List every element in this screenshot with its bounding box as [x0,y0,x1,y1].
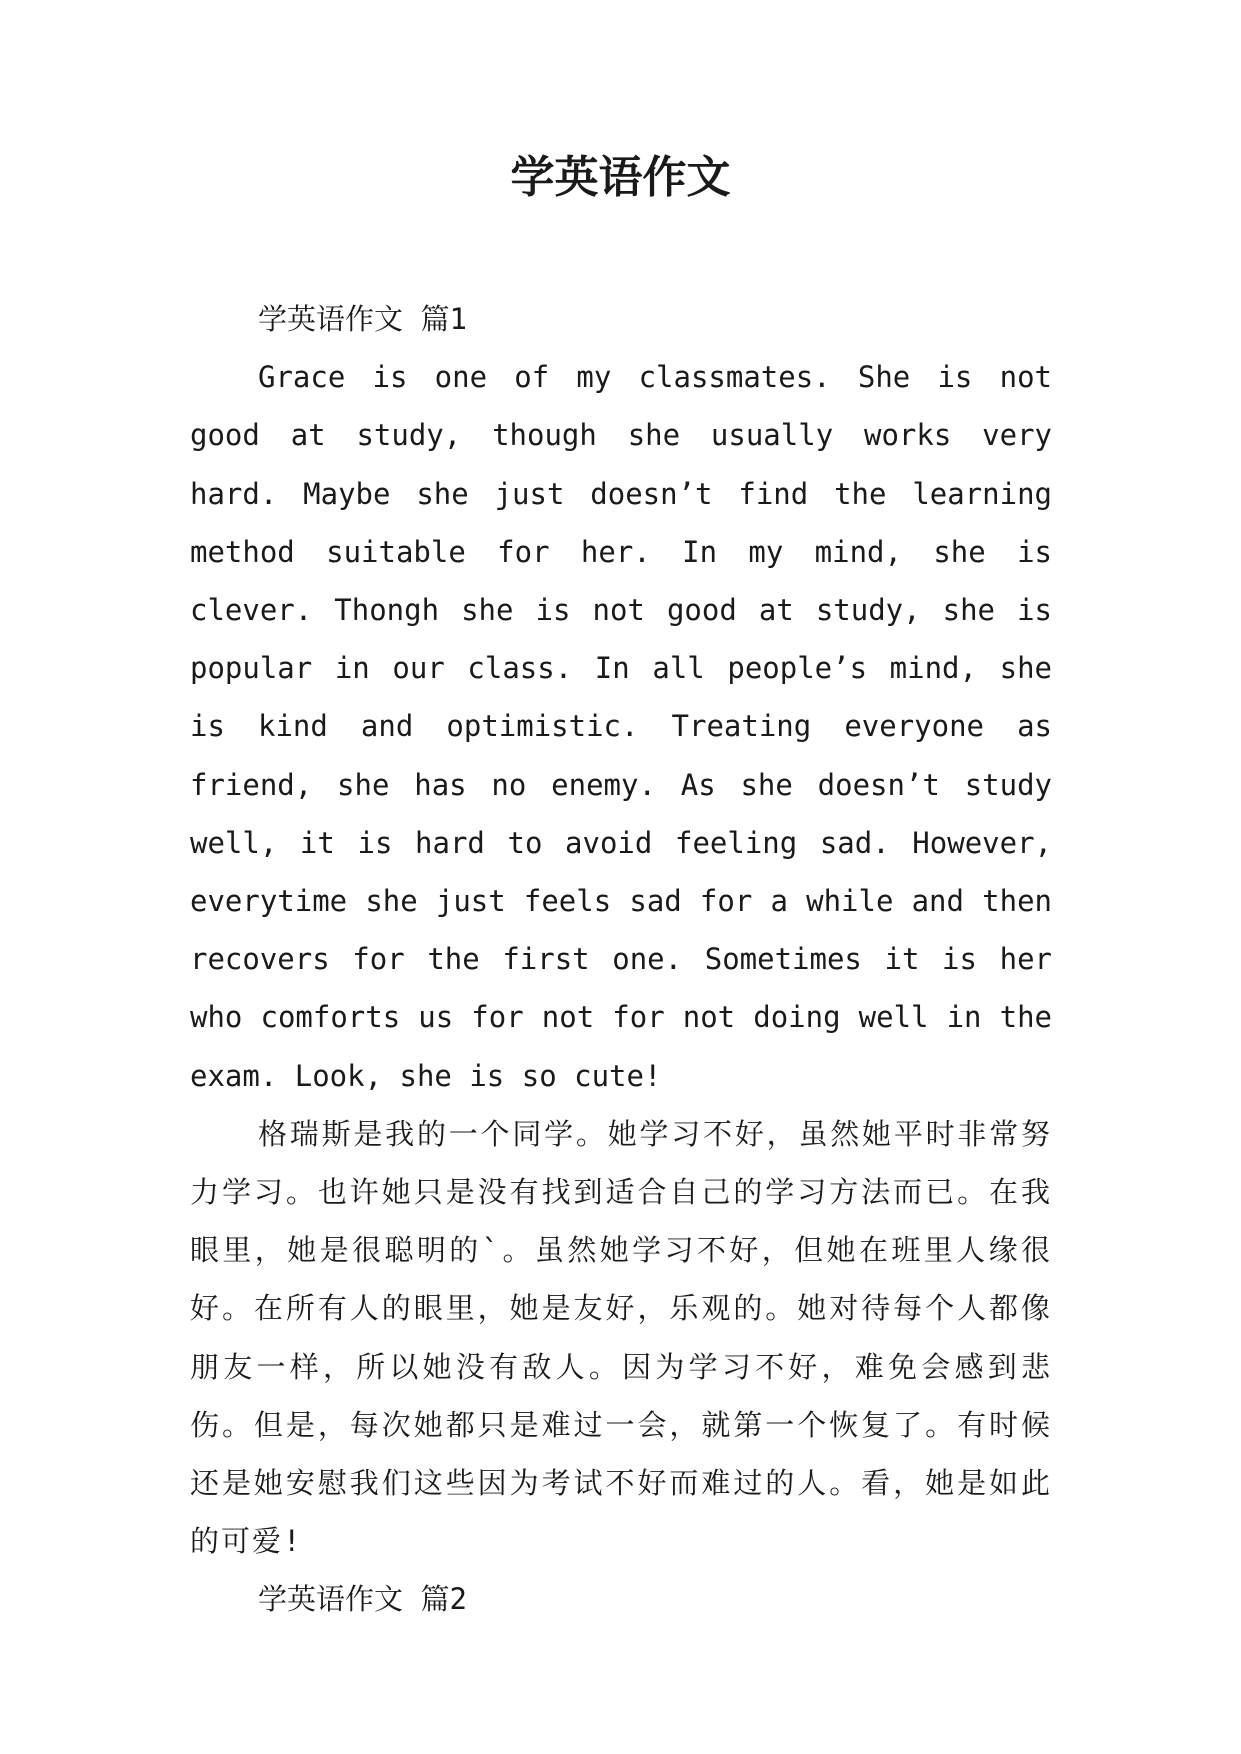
section-heading-1: 学英语作文 篇1 [258,302,467,336]
english-paragraph: Grace is one of my classmates. She is not good at study, though she usually works very hard. Maybe she just doesn’t find the learning method suitable for her. In my mind, she is clever. Thongh she is not good at study, she is popular in our class. In all people’s mind, she is kind and optimistic. Treating everyone as friend, she has no enemy. As she doesn’t study well, it is hard to avoid feeling sad. However, everytime she just feels sad for a while and then recovers for the first one. Sometimes it is her who comforts us for not for not doing well in the exam. Look, she is so cute! [190,360,1052,1093]
chinese-paragraph: 格瑞斯是我的一个同学。她学习不好，虽然她平时非常努力学习。也许她只是没有找到适合自己的学习方法而已。在我眼里，她是很聪明的`。虽然她学习不好，但她在班里人缘很好。在所有人的眼里，她是友好，乐观的。她对待每个人都像朋友一样，所以她没有敌人。因为学习不好，难免会感到悲伤。但是，每次她都只是难过一会，就第一个恢复了。有时候还是她安慰我们这些因为考试不好而难过的人。看，她是如此的可爱! [190,1116,1052,1559]
document-title: 学英语作文 [510,152,731,203]
section-heading-2: 学英语作文 篇2 [258,1582,467,1617]
document-body [190,290,1052,1629]
